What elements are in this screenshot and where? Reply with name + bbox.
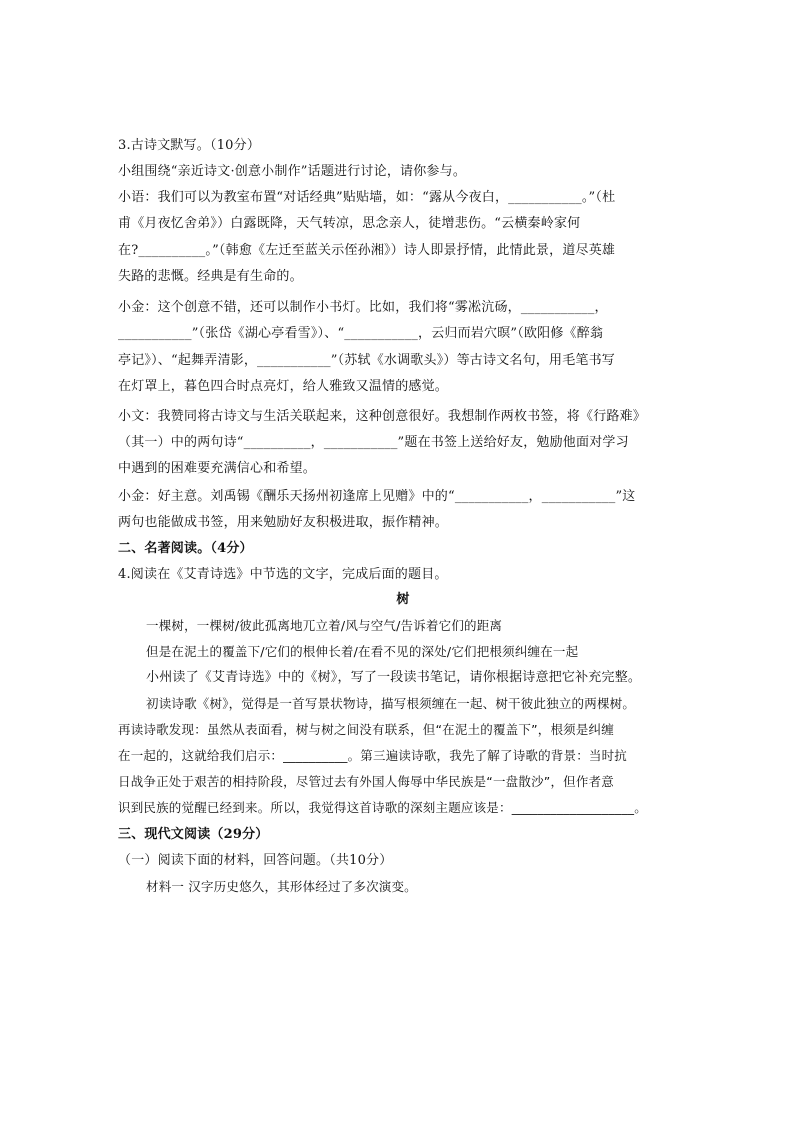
material-one: 材料一 汉字历史悠久，其形体经过了多次演变。 — [146, 879, 417, 894]
notes-line: 再读诗歌发现：虽然从表面看，树与树之间没有联系，但“在泥土的覆盖下”，根须是纠缠 — [118, 722, 614, 737]
q4-intro: 4.阅读在《艾青诗选》中节选的文字，完成后面的题目。 — [118, 567, 448, 582]
q3-line: 小组围绕“亲近诗文·创意小制作”话题进行讨论，请你参与。 — [118, 164, 467, 179]
q3-line: 在灯罩上，暮色四合时点亮灯，给人雅致又温情的感觉。 — [118, 379, 449, 394]
q3-line: 两句也能做成书签，用来勉励好友积极进取，振作精神。 — [118, 515, 449, 530]
section2-heading: 二、名著阅读。（4分） — [118, 541, 253, 556]
notes-intro: 小州读了《艾青诗选》中的《树》，写了一段读书笔记，请你根据诗意把它补充完整。 — [146, 670, 642, 685]
poem-line: 一棵树，一棵树/彼此孤离地兀立着/风与空气/告诉着它们的距离 — [146, 618, 503, 633]
q3-line: 小金：这个创意不错，还可以制作小书灯。比如，我们将“雾凇沆砀，___________， — [118, 300, 608, 315]
poem-line: 但是在泥土的覆盖下/它们的根伸长着/在看不见的深处/它们把根须纠缠在一起 — [146, 644, 579, 659]
poem-title: 树 — [396, 592, 410, 607]
q3-line: 在?__________。”（韩愈《左迁至蓝关示侄孙湘》）诗人即景抒情，此情此景，道尽英雄 — [118, 243, 616, 258]
notes-line: 初读诗歌《树》，觉得是一首写景状物诗，描写根须缠在一起、树干彼此独立的两棵树。 — [146, 696, 636, 711]
section3-heading: 三、现代文阅读（29分） — [118, 827, 269, 842]
section3-part1: （一）阅读下面的材料，回答问题。（共10分） — [118, 853, 393, 868]
q3-line: （其一）中的两句诗“__________，___________”题在书签上送给好友，勉励他面对学习 — [118, 435, 629, 450]
q3-title: 3.古诗文默写。（10分） — [118, 138, 261, 153]
q3-line: 小语：我们可以为教室布置“对话经典”贴贴墙，如：“露从今夜白，___________。”（杜 — [118, 190, 616, 205]
notes-line: 日战争正处于艰苦的相持阶段，尽管过去有外国人侮辱中华民族是“一盘散沙”，但作者意 — [118, 774, 614, 789]
q3-line: 小金：好主意。刘禹锡《酬乐天扬州初逢席上见赠》中的“___________，___________”这 — [118, 489, 636, 504]
q3-line: 失路的悲慨。经典是有生命的。 — [118, 269, 303, 284]
notes-line: 在一起的，这就给我们启示：__________。第三遍读诗歌，我先了解了诗歌的背景：当时抗 — [118, 748, 628, 763]
q3-line: ___________”（张岱《湖心亭看雪》）、“___________，云归而岩穴暝”（欧阳修《醉翁 — [118, 326, 604, 341]
q3-line: 小文：我赞同将古诗文与生活关联起来，这种创意很好。我想制作两枚书签，将《行路难》 — [118, 409, 647, 424]
q3-line: 中遇到的困难要充满信心和希望。 — [118, 461, 317, 476]
q3-line: 亭记》）、“起舞弄清影，___________”（苏轼《水调歌头》）等古诗文名句，用毛笔书写 — [118, 353, 615, 368]
notes-line: 识到民族的觉醒已经到来。所以，我觉得这首诗歌的深刻主题应该是：___________________。 — [118, 800, 647, 815]
q3-line: 甫《月夜忆舍弟》）白露既降，天气转凉，思念亲人，徒增悲伤。“云横秦岭家何 — [118, 216, 581, 231]
